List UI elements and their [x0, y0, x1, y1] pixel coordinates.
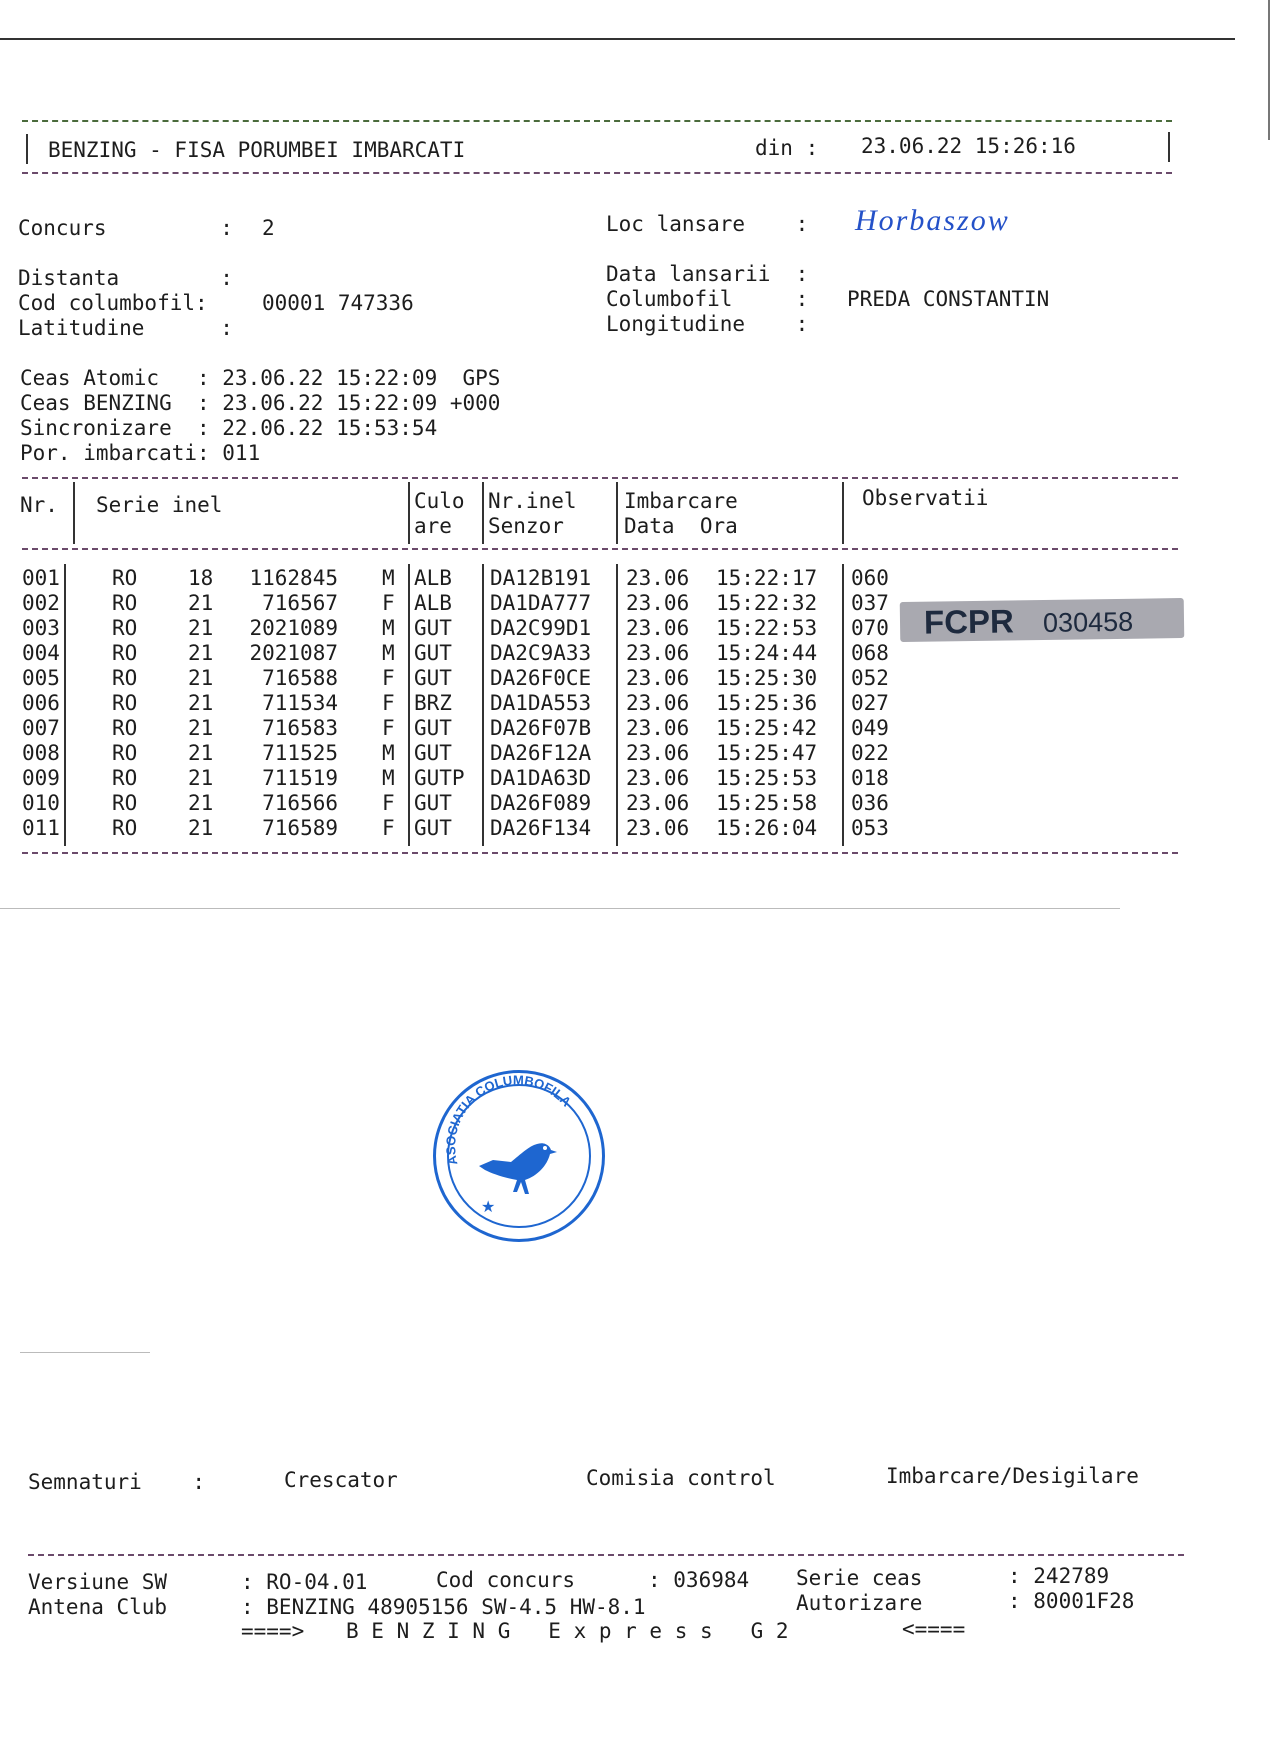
- columbofil-value: PREDA CONSTANTIN: [847, 287, 1050, 311]
- cell-year: 21: [188, 791, 214, 815]
- cell-color: GUT: [414, 741, 452, 765]
- cell-country: RO: [112, 766, 138, 790]
- cell-ring: 1162845: [249, 566, 338, 590]
- cell-year: 21: [188, 816, 214, 840]
- col-header-culoare-2: are: [414, 514, 452, 538]
- col-divider: [408, 482, 410, 544]
- cell-obs: 036: [851, 791, 889, 815]
- cell-time: 15:25:30: [716, 666, 818, 690]
- cell-nr: 006: [22, 691, 60, 715]
- col-header-serie-inel: Serie inel: [96, 493, 223, 517]
- date-label: din :: [755, 136, 819, 160]
- pigeon-icon: [479, 1143, 557, 1194]
- col-header-data-ora: Data Ora: [624, 514, 738, 538]
- cell-sensor: DA26F07B: [490, 716, 592, 740]
- cell-date: 23.06: [626, 666, 690, 690]
- longitudine-label: Longitudine :: [606, 312, 809, 336]
- cell-date: 23.06: [626, 641, 690, 665]
- distanta-label: Distanta :: [18, 266, 233, 290]
- cell-time: 15:25:36: [716, 691, 818, 715]
- cell-color: ALB: [414, 591, 452, 615]
- cell-time: 15:22:32: [716, 591, 818, 615]
- ceas-benzing-line: Ceas BENZING : 23.06.22 15:22:09 +000: [20, 391, 501, 415]
- latitudine-label: Latitudine :: [18, 316, 233, 340]
- cod-columbofil-label: Cod columbofil:: [18, 291, 208, 315]
- cell-year: 21: [188, 591, 214, 615]
- cell-obs: 022: [851, 741, 889, 765]
- cell-ring: 711519: [262, 766, 338, 790]
- cell-year: 21: [188, 641, 214, 665]
- col-header-observatii: Observatii: [862, 486, 989, 510]
- cell-sensor: DA26F089: [490, 791, 592, 815]
- antena-value: : BENZING 48905156 SW-4.5 HW-8.1: [241, 1595, 646, 1619]
- express-arrow-left: ====>: [241, 1619, 305, 1643]
- cell-ring: 2021089: [249, 616, 338, 640]
- header-bottom-border: [22, 172, 1172, 174]
- cell-nr: 004: [22, 641, 60, 665]
- cell-date: 23.06: [626, 566, 690, 590]
- fcpr-brand: FCPR: [923, 602, 1015, 641]
- col-divider: [842, 482, 844, 544]
- express-banner: B E N Z I N G E x p r e s s G 2: [346, 1619, 789, 1643]
- cell-nr: 010: [22, 791, 60, 815]
- cell-date: 23.06: [626, 616, 690, 640]
- cell-sex: F: [382, 816, 395, 840]
- signature-imbarcare: Imbarcare/Desigilare: [886, 1464, 1139, 1488]
- cell-sensor: DA26F0CE: [490, 666, 592, 690]
- cod-concurs-value: : 036984: [648, 1568, 750, 1592]
- cell-time: 15:25:53: [716, 766, 818, 790]
- cell-sensor: DA1DA553: [490, 691, 592, 715]
- cell-nr: 003: [22, 616, 60, 640]
- cell-date: 23.06: [626, 691, 690, 715]
- cell-country: RO: [112, 641, 138, 665]
- cell-sensor: DA2C99D1: [490, 616, 592, 640]
- col-header-senzor: Senzor: [488, 514, 564, 538]
- cell-sex: F: [382, 691, 395, 715]
- cell-nr: 001: [22, 566, 60, 590]
- cell-time: 15:26:04: [716, 816, 818, 840]
- serie-ceas-label: Serie ceas: [796, 1566, 923, 1590]
- cell-sensor: DA26F134: [490, 816, 592, 840]
- versiune-label: Versiune SW: [28, 1570, 168, 1594]
- cell-obs: 049: [851, 716, 889, 740]
- cell-sex: M: [382, 766, 395, 790]
- cell-color: GUT: [414, 791, 452, 815]
- serie-ceas-value: : 242789: [1008, 1564, 1110, 1588]
- col-divider: [482, 564, 484, 846]
- table-bottom-border: [22, 852, 1178, 854]
- semnaturi-label: Semnaturi :: [28, 1470, 206, 1494]
- col-header-imbarcare: Imbarcare: [624, 489, 738, 513]
- cell-ring: 716583: [262, 716, 338, 740]
- cell-obs: 027: [851, 691, 889, 715]
- cell-ring: 711525: [262, 741, 338, 765]
- cell-sex: M: [382, 616, 395, 640]
- cell-time: 15:22:53: [716, 616, 818, 640]
- cell-nr: 009: [22, 766, 60, 790]
- cell-nr: 005: [22, 666, 60, 690]
- cell-color: BRZ: [414, 691, 452, 715]
- cell-nr: 002: [22, 591, 60, 615]
- cell-date: 23.06: [626, 791, 690, 815]
- cell-sex: M: [382, 566, 395, 590]
- header-right-border: [1168, 132, 1170, 162]
- cell-sensor: DA26F12A: [490, 741, 592, 765]
- cell-country: RO: [112, 566, 138, 590]
- fcpr-number: 030458: [1042, 606, 1134, 638]
- cell-year: 21: [188, 691, 214, 715]
- cell-year: 21: [188, 741, 214, 765]
- col-divider: [842, 564, 844, 846]
- cell-color: GUT: [414, 616, 452, 640]
- col-divider: [482, 482, 484, 544]
- cell-ring: 716589: [262, 816, 338, 840]
- concurs-label: Concurs :: [18, 216, 233, 240]
- table-top-border: [22, 477, 1178, 479]
- antena-label: Antena Club: [28, 1595, 168, 1619]
- cell-obs: 068: [851, 641, 889, 665]
- cell-color: ALB: [414, 566, 452, 590]
- cod-columbofil-value: 00001 747336: [262, 291, 414, 315]
- cell-ring: 716588: [262, 666, 338, 690]
- faint-separator: [0, 908, 1120, 909]
- cell-sensor: DA12B191: [490, 566, 592, 590]
- cell-date: 23.06: [626, 766, 690, 790]
- cell-ring: 716567: [262, 591, 338, 615]
- cell-obs: 053: [851, 816, 889, 840]
- cell-nr: 007: [22, 716, 60, 740]
- cell-sensor: DA1DA63D: [490, 766, 592, 790]
- cell-sex: F: [382, 791, 395, 815]
- cell-color: GUT: [414, 816, 452, 840]
- col-divider: [616, 482, 618, 544]
- cell-date: 23.06: [626, 741, 690, 765]
- cell-date: 23.06: [626, 591, 690, 615]
- cell-country: RO: [112, 816, 138, 840]
- cell-year: 21: [188, 666, 214, 690]
- data-lansarii-label: Data lansarii :: [606, 262, 809, 286]
- col-divider: [408, 564, 410, 846]
- col-divider: [616, 564, 618, 846]
- cell-sex: F: [382, 716, 395, 740]
- cell-nr: 008: [22, 741, 60, 765]
- col-header-culoare: Culo: [414, 489, 465, 513]
- cod-concurs-label: Cod concurs: [436, 1568, 576, 1592]
- col-header-nr-inel: Nr.inel: [488, 489, 577, 513]
- cell-obs: 052: [851, 666, 889, 690]
- cell-time: 15:22:17: [716, 566, 818, 590]
- signature-crescator: Crescator: [284, 1468, 398, 1492]
- cell-color: GUT: [414, 641, 452, 665]
- cell-country: RO: [112, 591, 138, 615]
- header-left-border: [26, 134, 28, 164]
- cell-date: 23.06: [626, 716, 690, 740]
- cell-color: GUTP: [414, 766, 465, 790]
- cell-obs: 070: [851, 616, 889, 640]
- cell-year: 21: [188, 716, 214, 740]
- cell-country: RO: [112, 666, 138, 690]
- cell-sensor: DA1DA777: [490, 591, 592, 615]
- stamp-star-icon: ★: [481, 1197, 496, 1216]
- cell-time: 15:25:42: [716, 716, 818, 740]
- cell-time: 15:25:58: [716, 791, 818, 815]
- cell-country: RO: [112, 616, 138, 640]
- cell-sex: F: [382, 666, 395, 690]
- cell-color: GUT: [414, 716, 452, 740]
- document-title: BENZING - FISA PORUMBEI IMBARCATI: [48, 138, 466, 162]
- columbofil-label: Columbofil :: [606, 287, 809, 311]
- col-header-nr: Nr.: [20, 493, 58, 517]
- cell-sensor: DA2C9A33: [490, 641, 592, 665]
- cell-obs: 037: [851, 591, 889, 615]
- cell-country: RO: [112, 791, 138, 815]
- cell-country: RO: [112, 691, 138, 715]
- page-right-edge: [1268, 0, 1270, 140]
- loc-lansare-handwritten: Horbaszow: [855, 204, 1010, 237]
- concurs-value: 2: [262, 216, 275, 240]
- stamp-graphic: [433, 1070, 605, 1242]
- cell-ring: 716566: [262, 791, 338, 815]
- cell-time: 15:25:47: [716, 741, 818, 765]
- cell-color: GUT: [414, 666, 452, 690]
- stamp-text: ASOCIATIA COLUMBOFILA: [443, 1072, 575, 1167]
- date-value: 23.06.22 15:26:16: [861, 134, 1076, 158]
- header-top-border: [22, 120, 1172, 122]
- cell-year: 18: [188, 566, 214, 590]
- ceas-atomic-line: Ceas Atomic : 23.06.22 15:22:09 GPS: [20, 366, 501, 390]
- col-divider: [73, 482, 75, 544]
- cell-year: 21: [188, 616, 214, 640]
- cell-date: 23.06: [626, 816, 690, 840]
- faint-separator: [20, 1352, 150, 1353]
- versiune-value: : RO-04.01: [241, 1570, 368, 1594]
- page-top-edge: [0, 38, 1235, 40]
- autorizare-value: : 80001F28: [1008, 1589, 1135, 1613]
- loc-lansare-label: Loc lansare :: [606, 212, 809, 236]
- cell-sex: M: [382, 641, 395, 665]
- col-divider: [64, 564, 66, 846]
- signature-comisia-control: Comisia control: [586, 1466, 776, 1490]
- por-imbarcati-line: Por. imbarcati: 011: [20, 441, 261, 465]
- cell-sex: F: [382, 591, 395, 615]
- autorizare-label: Autorizare: [796, 1591, 923, 1615]
- cell-country: RO: [112, 741, 138, 765]
- cell-obs: 018: [851, 766, 889, 790]
- cell-sex: M: [382, 741, 395, 765]
- sincronizare-line: Sincronizare : 22.06.22 15:53:54: [20, 416, 438, 440]
- cell-ring: 711534: [262, 691, 338, 715]
- fcpr-label-sticker: [900, 598, 1185, 642]
- cell-country: RO: [112, 716, 138, 740]
- express-arrow-right: <====: [902, 1617, 966, 1641]
- cell-time: 15:24:44: [716, 641, 818, 665]
- table-header-border: [22, 548, 1178, 550]
- cell-nr: 011: [22, 816, 60, 840]
- cell-year: 21: [188, 766, 214, 790]
- footer-border: [28, 1554, 1184, 1556]
- cell-obs: 060: [851, 566, 889, 590]
- cell-ring: 2021087: [249, 641, 338, 665]
